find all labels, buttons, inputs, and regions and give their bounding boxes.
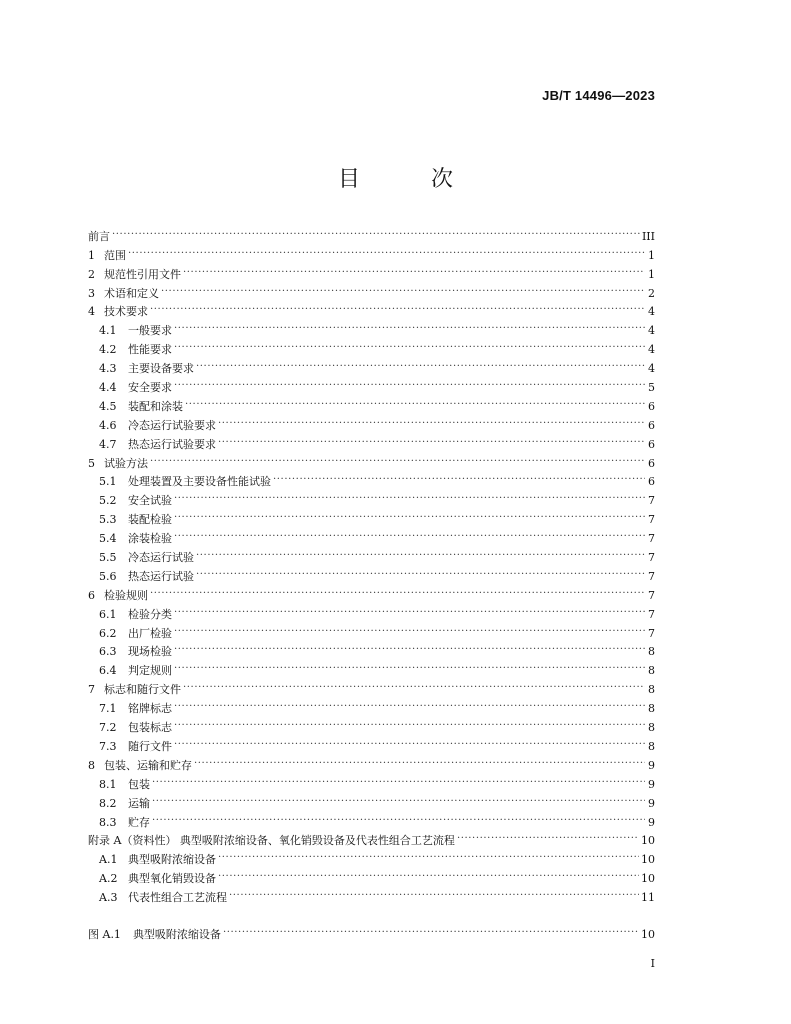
toc-entry-label: 热态运行试验要求 (128, 437, 216, 451)
toc-entry-number: 7.1 (99, 702, 117, 716)
toc-entry[interactable] (88, 769, 655, 791)
toc-entry[interactable] (88, 315, 655, 338)
dot-leader (196, 542, 645, 561)
dot-leader (174, 372, 645, 391)
toc-entry[interactable] (88, 693, 655, 716)
toc-entry[interactable] (88, 221, 655, 243)
toc-entry-page: 10 (641, 872, 655, 886)
toc-entry-label: 检验规则 (104, 588, 148, 602)
toc-entry-page: 8 (648, 664, 655, 678)
toc-entry-label: 冷态运行试验 (128, 551, 194, 565)
toc-entry-page: 7 (648, 607, 655, 621)
toc-figure-entry[interactable] (88, 919, 655, 941)
toc-entry-number: A.2 (99, 872, 118, 886)
toc-entry[interactable] (88, 259, 655, 281)
toc-entry-number: 6.1 (99, 607, 117, 621)
toc-entry-page: 10 (641, 927, 655, 941)
toc-entry-page: III (641, 229, 655, 243)
toc-entry-number: 5.2 (99, 494, 117, 508)
toc-entry-page: 4 (648, 324, 655, 338)
toc-entry-number: 5.3 (99, 513, 117, 527)
dot-leader (152, 807, 645, 826)
toc-entry-number: 6.2 (99, 626, 117, 640)
dot-leader (174, 504, 645, 523)
toc-entry-label: 试验方法 (104, 456, 148, 470)
toc-entry-number: A.1 (99, 853, 118, 867)
toc-entry[interactable] (88, 599, 655, 621)
toc-entry-label: 热态运行试验 (128, 569, 194, 583)
toc-entry[interactable] (88, 448, 655, 470)
toc-entry[interactable] (88, 334, 655, 357)
toc-entry-number: 2 (88, 267, 95, 281)
toc-entry-page: 9 (648, 796, 655, 810)
toc-entry[interactable] (88, 542, 655, 565)
toc-entry-page: 6 (648, 437, 655, 451)
toc-entry-label: 包装标志 (128, 721, 172, 735)
toc-entry-number: 图 A.1 (88, 927, 121, 941)
dot-leader (152, 788, 645, 807)
dot-leader (174, 637, 645, 656)
toc-entry-label: 范围 (104, 248, 126, 262)
toc-entry[interactable] (88, 580, 655, 602)
toc-entry-number: 4.7 (99, 437, 117, 451)
dot-leader (150, 448, 645, 467)
dot-leader (218, 429, 645, 448)
toc-entry-label: 出厂检验 (128, 626, 172, 640)
dot-leader (174, 334, 645, 353)
dot-leader (174, 712, 645, 731)
toc-entry-label: 装配和涂装 (128, 399, 183, 413)
toc-entry-number: 8 (88, 758, 95, 772)
table-of-contents (88, 221, 655, 941)
dot-leader (150, 297, 645, 316)
dot-leader (150, 580, 645, 599)
toc-entry-label: 术语和定义 (104, 286, 159, 300)
toc-entry-page: 8 (648, 739, 655, 753)
toc-entry-label: 运输 (128, 796, 150, 810)
toc-entry-page: 7 (648, 494, 655, 508)
toc-entry[interactable] (88, 788, 655, 810)
toc-entry-number: 5.6 (99, 569, 117, 583)
toc-entry-page: 4 (648, 343, 655, 357)
toc-entry-number: 4.2 (99, 343, 117, 357)
toc-entry-label: 一般要求 (128, 324, 172, 338)
toc-entry[interactable] (88, 655, 655, 678)
toc-entry-page: 7 (648, 569, 655, 583)
toc-entry-number: 5.1 (99, 475, 117, 489)
dot-leader (194, 750, 645, 769)
toc-entry-page: 6 (648, 418, 655, 432)
toc-entry-number: 8.2 (99, 796, 117, 810)
toc-entry[interactable] (88, 504, 655, 527)
dot-leader (223, 919, 639, 938)
dot-leader (196, 561, 645, 580)
toc-entry-page: 6 (648, 475, 655, 489)
toc-entry-label: 主要设备要求 (128, 362, 194, 376)
toc-entry-page: 4 (648, 362, 655, 376)
page-number: I (650, 957, 655, 970)
toc-entry-number: 6 (88, 588, 95, 602)
toc-entry[interactable] (88, 467, 655, 489)
toc-entry-number: 6.4 (99, 664, 117, 678)
dot-leader (174, 731, 645, 750)
toc-entry[interactable] (88, 485, 655, 508)
toc-entry-label: 安全要求 (128, 381, 172, 395)
toc-entry-label: 典型吸附浓缩设备 (132, 927, 221, 941)
toc-entry-label: 随行文件 (128, 739, 172, 753)
toc-entry-number: 7.3 (99, 739, 117, 753)
toc-entry-page: 1 (648, 267, 655, 281)
toc-entry-label: 技术要求 (104, 305, 148, 319)
toc-entry-page: 9 (648, 777, 655, 791)
toc-entry-page: 8 (648, 645, 655, 659)
toc-entry-label: 典型氧化销毁设备 (128, 872, 216, 886)
toc-entry[interactable] (88, 637, 655, 659)
toc-entry[interactable] (88, 240, 655, 262)
toc-entry-page: 2 (648, 286, 655, 300)
dot-leader (273, 467, 645, 486)
toc-entry-page: 9 (648, 815, 655, 829)
toc-entry-label: 铭牌标志 (128, 702, 172, 716)
toc-entry-label: 检验分类 (128, 607, 172, 621)
toc-entry-label: 代表性组合工艺流程 (128, 891, 227, 905)
toc-entry[interactable] (88, 391, 655, 413)
dot-leader (185, 391, 645, 410)
toc-entry-page: 7 (648, 551, 655, 565)
toc-entry-number: 7 (88, 683, 95, 697)
toc-entry-page: 11 (641, 891, 655, 905)
toc-entry-label: 包装 (128, 777, 150, 791)
toc-entry-number: 6.3 (99, 645, 117, 659)
dot-leader (174, 693, 645, 712)
dot-leader (112, 221, 640, 240)
toc-entry[interactable] (88, 826, 655, 848)
toc-entry-number: 4.1 (99, 324, 117, 338)
toc-entry[interactable] (88, 353, 655, 376)
toc-entry-page: 8 (648, 702, 655, 716)
dot-leader (128, 240, 645, 259)
dot-leader (174, 523, 645, 542)
toc-entry[interactable] (88, 674, 655, 697)
toc-entry-page: 5 (648, 381, 655, 395)
toc-entry-page: 10 (641, 853, 655, 867)
dot-leader (218, 863, 639, 882)
toc-entry-label: 现场检验 (128, 645, 172, 659)
toc-entry-number: 5.4 (99, 532, 117, 546)
toc-entry-page: 8 (648, 721, 655, 735)
toc-entry-page: 7 (648, 532, 655, 546)
dot-leader (174, 315, 645, 334)
dot-leader (218, 844, 639, 863)
toc-entry[interactable] (88, 618, 655, 640)
dot-leader (152, 769, 645, 788)
toc-entry-number: 4.5 (99, 399, 117, 413)
dot-leader (174, 485, 645, 504)
toc-entry-number: 4 (88, 305, 95, 319)
toc-entry-label: 包装、运输和贮存 (104, 758, 192, 772)
toc-entry-number: 5 (88, 456, 95, 470)
dot-leader (161, 278, 645, 297)
toc-entry-page: 9 (648, 758, 655, 772)
toc-entry-page: 7 (648, 626, 655, 640)
toc-entry-page: 6 (648, 399, 655, 413)
dot-leader (174, 618, 645, 637)
dot-leader (183, 674, 645, 693)
toc-entry-label: 典型吸附浓缩设备 (128, 853, 216, 867)
toc-entry[interactable] (88, 372, 655, 395)
toc-entry[interactable] (88, 750, 655, 772)
toc-entry-label: 装配检验 (128, 513, 172, 527)
toc-entry-page: 8 (648, 683, 655, 697)
toc-entry-label: 判定规则 (128, 664, 172, 678)
dot-leader (174, 599, 645, 618)
toc-entry-page: 6 (648, 456, 655, 470)
toc-entry-number: 8.3 (99, 815, 117, 829)
toc-entry-label: 贮存 (128, 815, 150, 829)
toc-title: 目 次 (338, 167, 485, 192)
dot-leader (183, 259, 645, 278)
toc-entry-label: 处理装置及主要设备性能试验 (128, 475, 271, 489)
dot-leader (218, 410, 645, 429)
toc-entry[interactable] (88, 731, 655, 753)
dot-leader (229, 882, 639, 901)
toc-entry-page: 10 (641, 834, 655, 848)
toc-entry-number: 4.6 (99, 418, 117, 432)
toc-entry-page: 7 (648, 588, 655, 602)
standard-code: JB/T 14496—2023 (542, 88, 655, 103)
toc-entry-page: 1 (648, 248, 655, 262)
dot-leader (196, 353, 645, 372)
toc-entry[interactable] (88, 278, 655, 300)
toc-entry-page: 7 (648, 513, 655, 527)
toc-entry-number: 5.5 (99, 551, 117, 565)
toc-entry-page: 4 (648, 305, 655, 319)
toc-entry[interactable] (88, 523, 655, 546)
toc-entry[interactable] (88, 712, 655, 735)
toc-entry-number: 4.3 (99, 362, 117, 376)
toc-entry-label: 标志和随行文件 (104, 683, 181, 697)
toc-entry-label: 性能要求 (128, 343, 172, 357)
toc-entry-number: 4.4 (99, 381, 117, 395)
toc-entry-label: 附录 A（资料性） 典型吸附浓缩设备、氧化销毁设备及代表性组合工艺流程 (88, 834, 455, 848)
toc-entry-label: 前言 (88, 229, 110, 243)
toc-entry-label: 冷态运行试验要求 (128, 418, 216, 432)
toc-entry-number: 1 (88, 248, 95, 262)
toc-entry-number: A.3 (99, 891, 118, 905)
toc-entry-number: 3 (88, 286, 95, 300)
dot-leader (174, 655, 645, 674)
toc-entry-number: 8.1 (99, 777, 117, 791)
toc-entry-number: 7.2 (99, 721, 117, 735)
toc-entry-label: 安全试验 (128, 494, 172, 508)
toc-entry[interactable] (88, 807, 655, 829)
toc-entry[interactable] (88, 297, 655, 319)
toc-entry-label: 规范性引用文件 (104, 267, 181, 281)
dot-leader (457, 826, 639, 845)
toc-entry-label: 涂装检验 (128, 532, 172, 546)
